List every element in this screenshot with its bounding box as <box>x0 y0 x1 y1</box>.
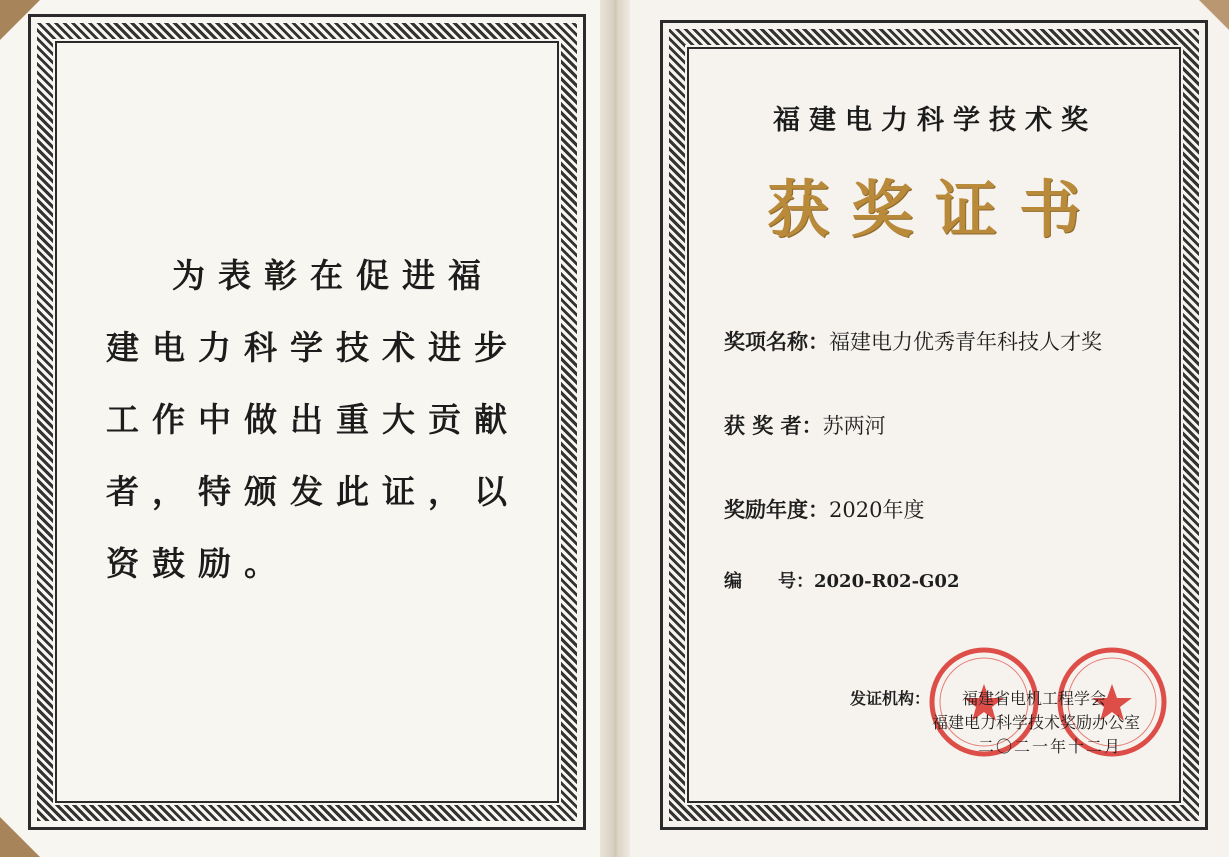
field-value: 2020年度 <box>829 498 925 522</box>
field-label: 奖项名称： <box>724 329 829 354</box>
field-serial-number <box>724 567 959 593</box>
field-award-item <box>724 326 1102 356</box>
field-label: 奖励年度： <box>724 497 829 522</box>
issue-date: 二〇二一年十二月 <box>978 737 1123 756</box>
field-recipient <box>724 410 886 440</box>
book-gutter <box>600 0 630 857</box>
field-label: 编 号： <box>724 571 814 592</box>
field-value: 苏两河 <box>822 414 886 438</box>
certificate-title: 获奖证书 <box>766 173 1103 246</box>
dedication-text: 为表彰在促进福建电力科学技术进步工作中做出重大贡献者，特颁发此证，以资鼓励。 <box>106 256 520 583</box>
field-value: 2020-R02-G02 <box>814 571 960 592</box>
field-value: 福建电力优秀青年科技人才奖 <box>829 330 1102 354</box>
issuer-label: 发证机构： <box>850 689 931 708</box>
issuer-name: 福建省电机工程学会 <box>962 689 1107 708</box>
award-name-heading: 福建电力科学技术奖 <box>773 105 1097 136</box>
field-label: 获 奖 者： <box>724 413 823 438</box>
field-award-year <box>724 494 924 524</box>
issuer-name: 福建电力科学技术奖励办公室 <box>932 713 1141 732</box>
